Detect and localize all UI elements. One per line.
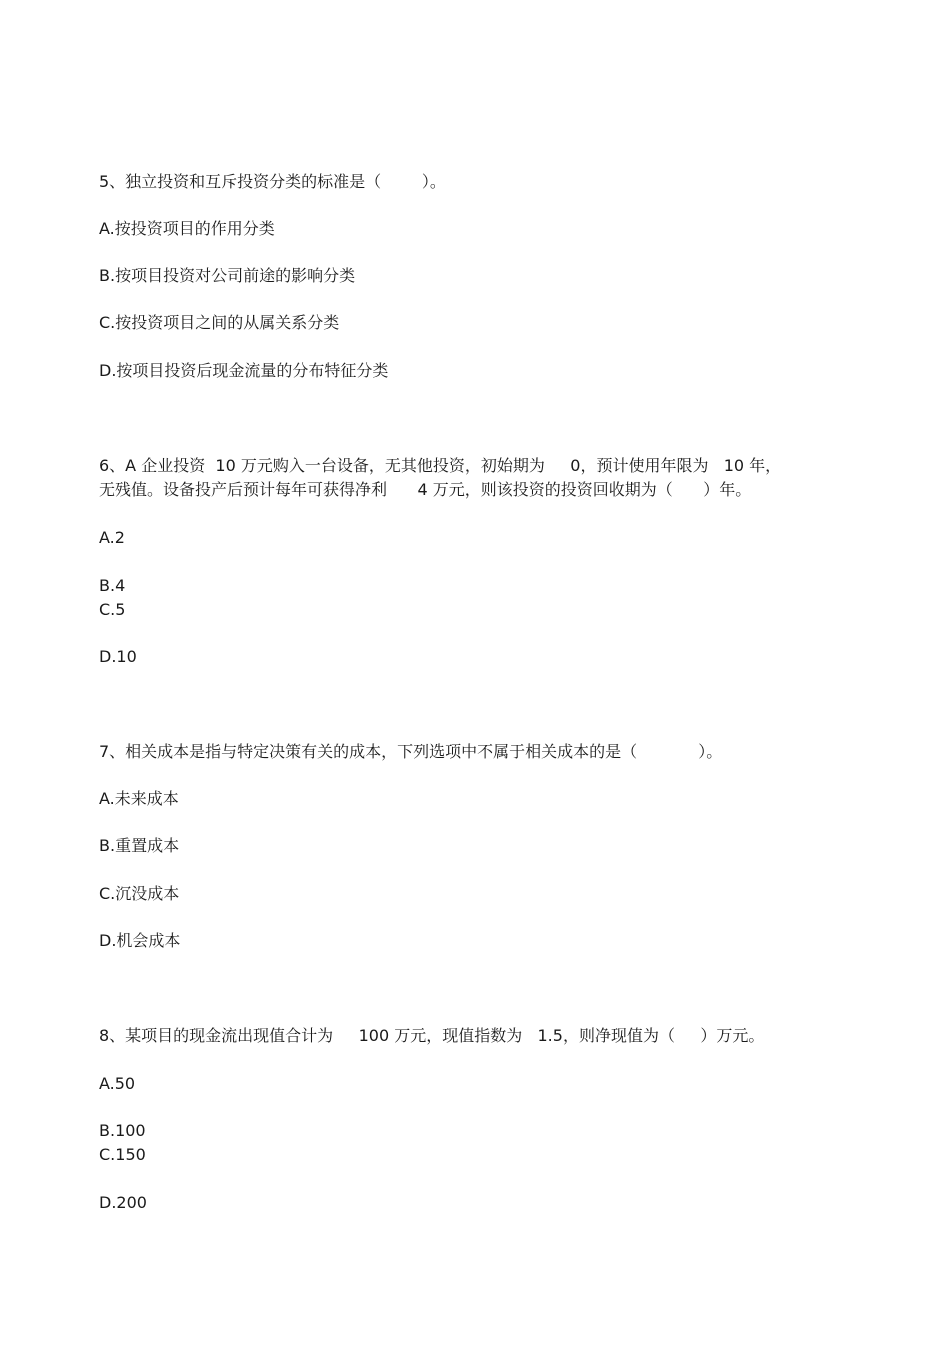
question-7-option-b: B.重置成本	[99, 836, 180, 855]
question-7-option-a: A.未来成本	[99, 789, 179, 808]
question-8-option-b: B.100	[99, 1121, 146, 1140]
question-6-option-a: A.2	[99, 528, 125, 547]
question-5-option-b: B.按项目投资对公司前途的影响分类	[99, 266, 356, 285]
question-7-stem: 7、相关成本是指与特定决策有关的成本，下列选项中不属于相关成本的是（ ）。	[99, 742, 723, 761]
question-5-option-a: A.按投资项目的作用分类	[99, 219, 275, 238]
question-7-option-c: C.沉没成本	[99, 884, 180, 903]
question-8-option-a: A.50	[99, 1074, 136, 1093]
question-6-option-b: B.4	[99, 576, 126, 595]
question-8-option-c: C.150	[99, 1145, 146, 1164]
question-8-option-d: D.200	[99, 1193, 147, 1212]
question-5-option-c: C.按投资项目之间的从属关系分类	[99, 313, 340, 332]
question-8-stem: 8、某项目的现金流出现值合计为 100 万元，现值指数为 1.5，则净现值为（ ）万元。	[99, 1026, 765, 1045]
question-6-option-c: C.5	[99, 600, 126, 619]
question-5-option-d: D.按项目投资后现金流量的分布特征分类	[99, 361, 389, 380]
question-5-stem: 5、独立投资和互斥投资分类的标准是（ ）。	[99, 172, 446, 191]
question-6-stem-line-2: 无残值。设备投产后预计每年可获得净利 4 万元，则该投资的投资回收期为（ ）年。	[99, 480, 752, 499]
question-6-stem-line-1: 6、A 企业投资 10 万元购入一台设备，无其他投资，初始期为 0，预计使用年限为 10 年，	[99, 456, 782, 475]
question-7-option-d: D.机会成本	[99, 931, 181, 950]
question-6-option-d: D.10	[99, 647, 137, 666]
